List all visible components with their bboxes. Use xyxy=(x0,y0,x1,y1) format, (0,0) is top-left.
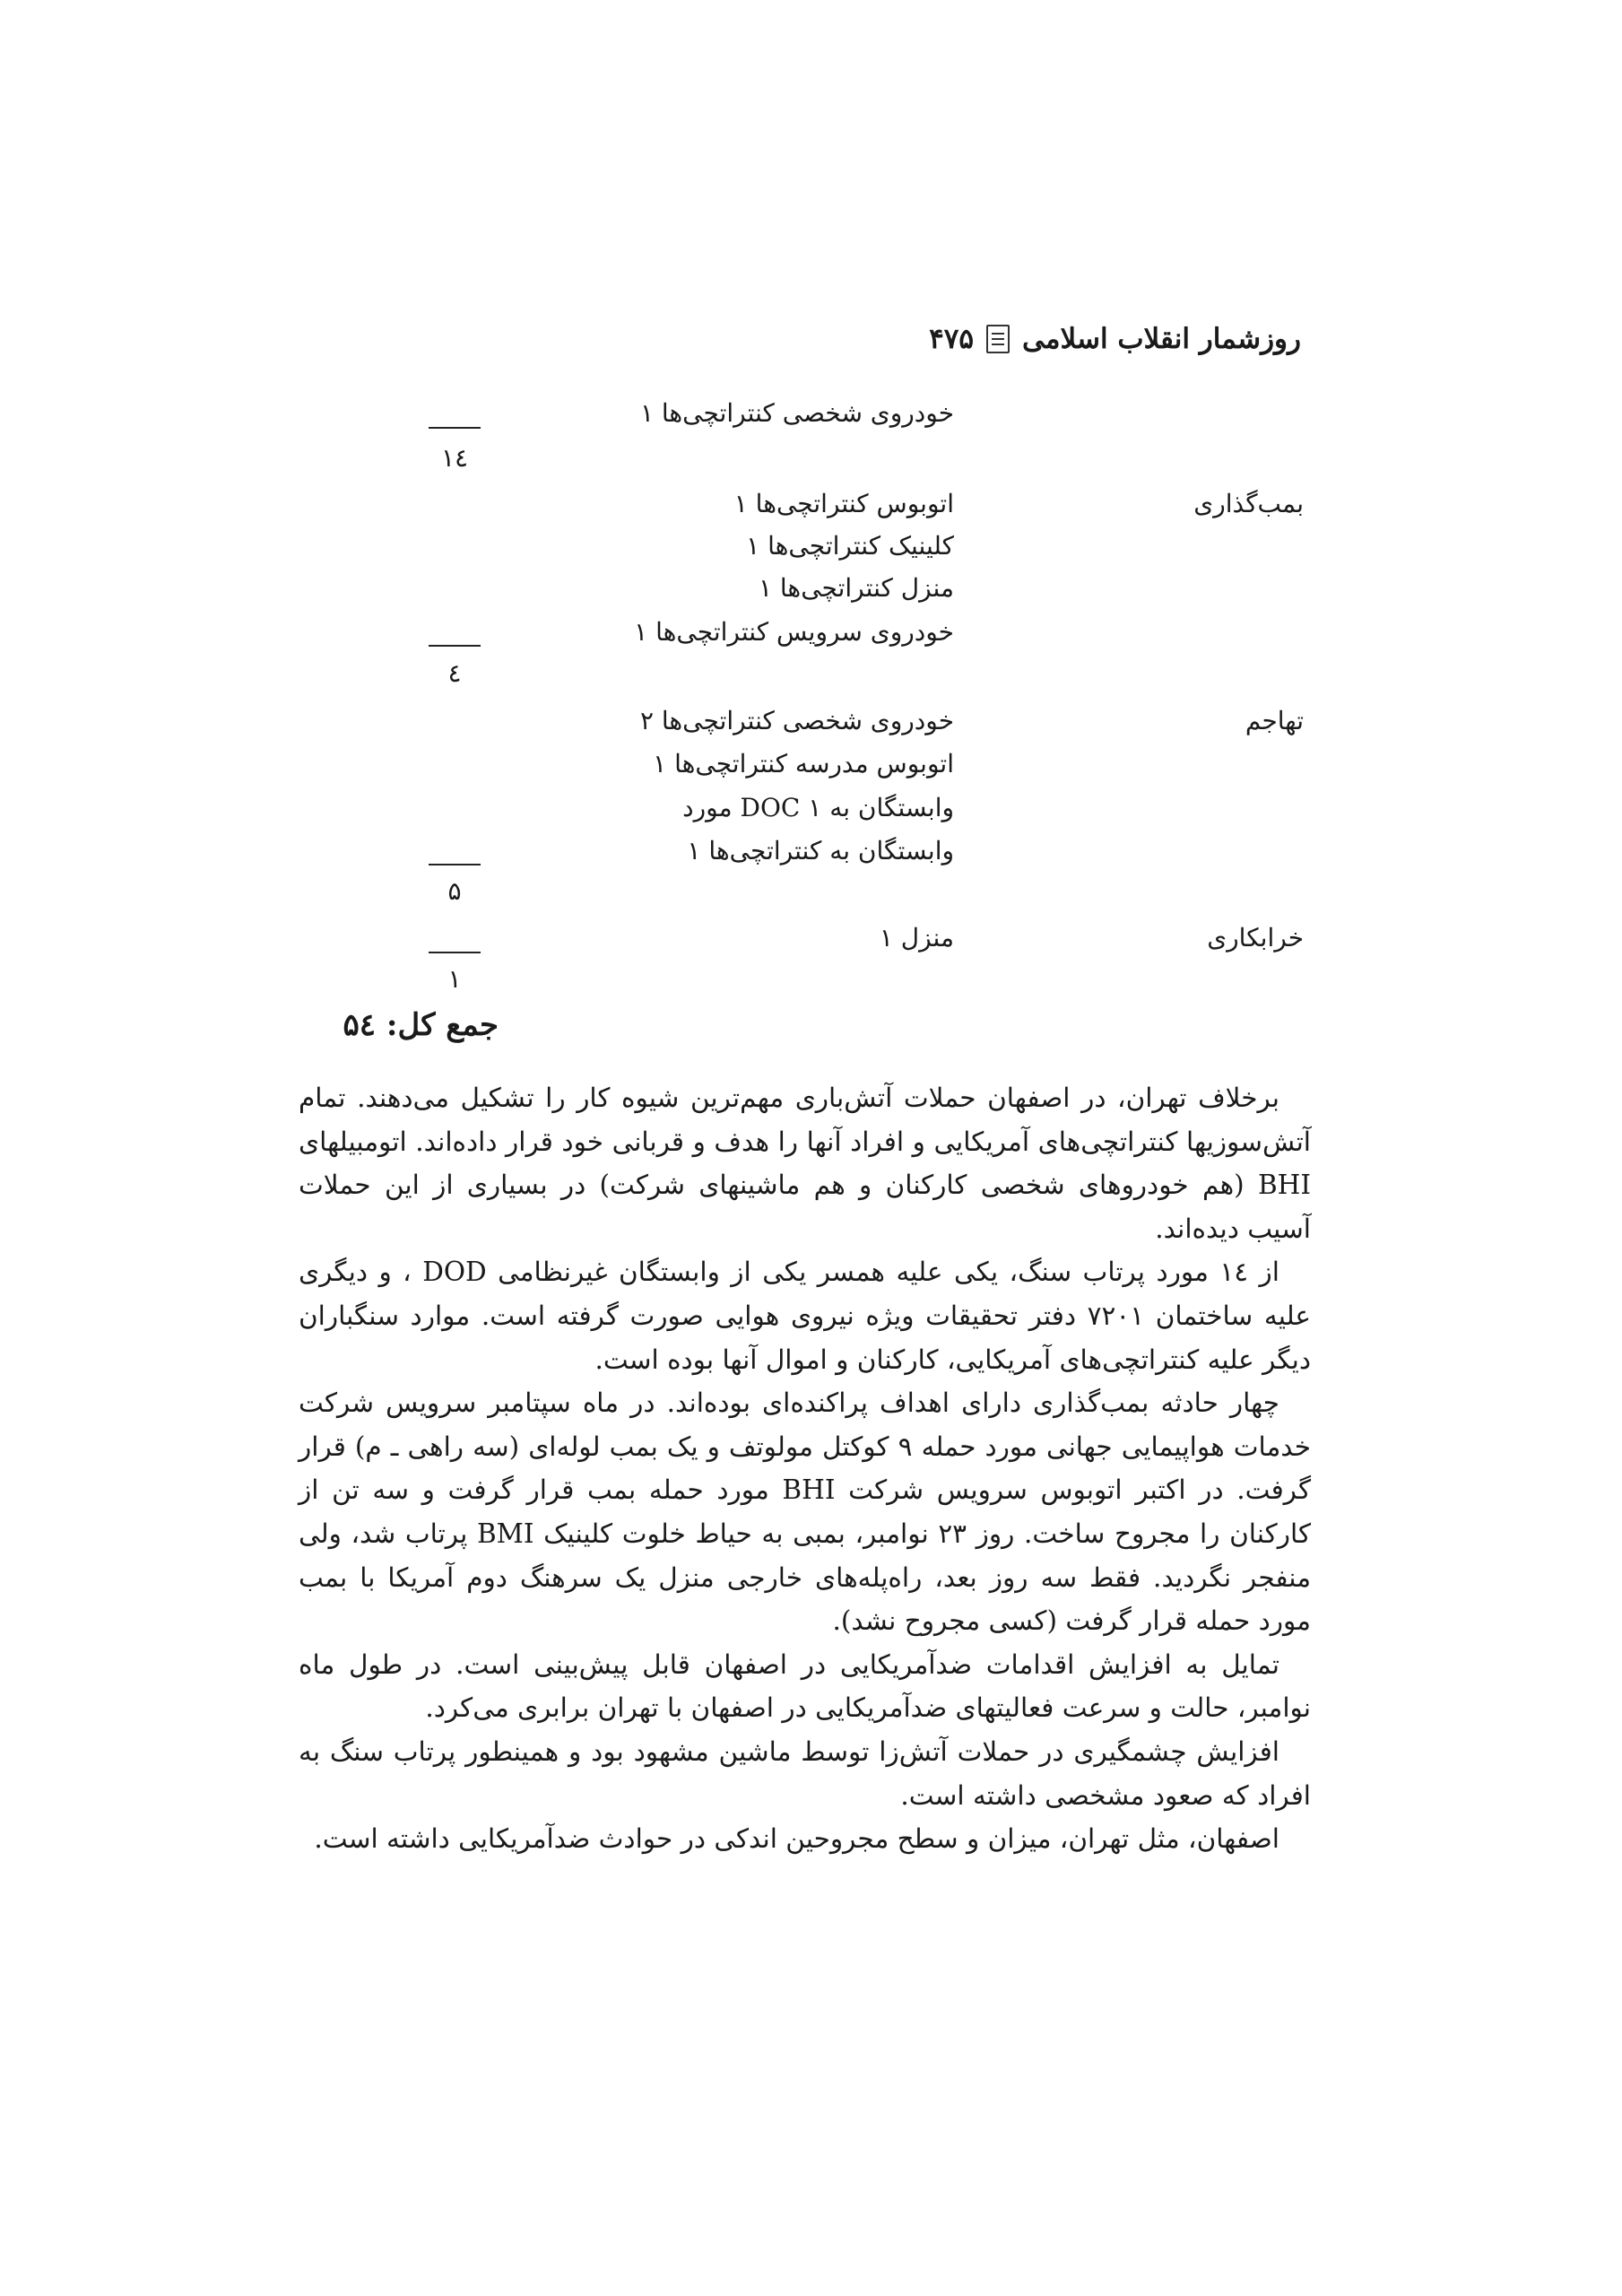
table-item: کلینیک کنتراتچی‌ها ۱ xyxy=(746,531,954,561)
table-item: خودروی شخصی کنتراتچی‌ها ۲ xyxy=(639,706,954,735)
paragraph: افزایش چشمگیری در حملات آتش‌زا توسط ماشین مشهود بود و همینطور پرتاب سنگ به افراد که صعود مشخصی داشته است. xyxy=(299,1735,1311,1811)
grand-total: جمع کل: ۵٤ xyxy=(343,1007,499,1043)
table-item: منزل کنتراتچی‌ها ۱ xyxy=(758,573,954,603)
sum-line xyxy=(429,427,481,429)
category-label: بمب‌گذاری xyxy=(1193,489,1304,518)
book-icon xyxy=(986,325,1010,353)
header-title: روزشمار انقلاب اسلامی xyxy=(1022,323,1301,355)
sum-line xyxy=(429,952,481,953)
paragraph: اصفهان، مثل تهران، میزان و سطح مجروحین اندکی در حوادث ضدآمریکایی داشته است. xyxy=(314,1823,1279,1855)
page-number: ۴۷۵ xyxy=(929,323,975,355)
group-sum: ۱ xyxy=(447,964,462,994)
group-sum: ۱٤ xyxy=(440,443,469,473)
running-header xyxy=(929,323,1301,355)
category-label: تهاجم xyxy=(1245,706,1304,735)
body-text xyxy=(299,1076,1311,1861)
group-sum: ٤ xyxy=(447,658,462,688)
category-label: خرابکاری xyxy=(1207,923,1304,952)
table-item: اتوبوس کنتراتچی‌ها ۱ xyxy=(733,489,954,518)
paragraph: برخلاف تهران، در اصفهان حملات آتش‌باری مهم‌ترین شیوه کار را تشکیل می‌دهند. تمام آتش‌سوزیها کنتراتچی‌های آمریکایی و افراد آنها را هدف و قربانی خود قرار داده‌اند. اتومبیلهای BHI (هم خودروهای شخصی کارکنان و هم ماشینهای شرکت) در بسیاری از این حملات آسیب دیده‌اند. xyxy=(299,1083,1311,1244)
paragraph: چهار حادثه بمب‌گذاری دارای اهداف پراکنده‌ای بوده‌اند. در ماه سپتامبر سرویس شرکت خدمات هواپیمایی جهانی مورد حمله ۹ کوکتل مولوتف و یک بمب لوله‌ای (سه راهی ـ م) قرار گرفت. در اکتبر اتوبوس سرویس شرکت BHI مورد حمله بمب قرار گرفت و سه تن از کارکنان را مجروح ساخت. روز ۲۳ نوامبر، بمبی به حیاط خلوت کلینیک BMI پرتاب شد، ولی منفجر نگردید. فقط سه روز بعد، راه‌پله‌های خارجی منزل یک سرهنگ دوم آمریکا با بمب مورد حمله قرار گرفت (کسی مجروح نشد). xyxy=(299,1387,1312,1637)
table-item: خودروی شخصی کنتراتچی‌ها ۱ xyxy=(639,398,954,428)
table-item: اتوبوس مدرسه کنتراتچی‌ها ۱ xyxy=(653,749,954,778)
paragraph: از ۱٤ مورد پرتاب سنگ، یکی علیه همسر یکی از وابستگان غیرنظامی DOD ، و دیگری علیه ساختمان ۷۲۰۱ دفتر تحقیقات ویژه نیروی هوایی صورت گرفته است. موارد سنگباران دیگر علیه کنتراتچی‌های آمریکایی، کارکنان و اموال آنها بوده است. xyxy=(299,1257,1311,1375)
table-item: وابستگان به کنتراتچی‌ها ۱ xyxy=(687,836,954,865)
group-sum: ۵ xyxy=(447,876,462,906)
paragraph: تمایل به افزایش اقدامات ضدآمریکایی در اصفهان قابل پیش‌بینی است. در طول ماه نوامبر، حالت و سرعت فعالیتهای ضدآمریکایی در اصفهان با تهران برابری می‌کرد. xyxy=(299,1648,1311,1724)
table-item: خودروی سرویس کنتراتچی‌ها ۱ xyxy=(634,617,954,647)
table-item: منزل ۱ xyxy=(879,923,954,952)
sum-line xyxy=(429,864,481,865)
sum-line xyxy=(429,645,481,647)
table-item: وابستگان به DOC ۱ مورد xyxy=(682,793,954,822)
